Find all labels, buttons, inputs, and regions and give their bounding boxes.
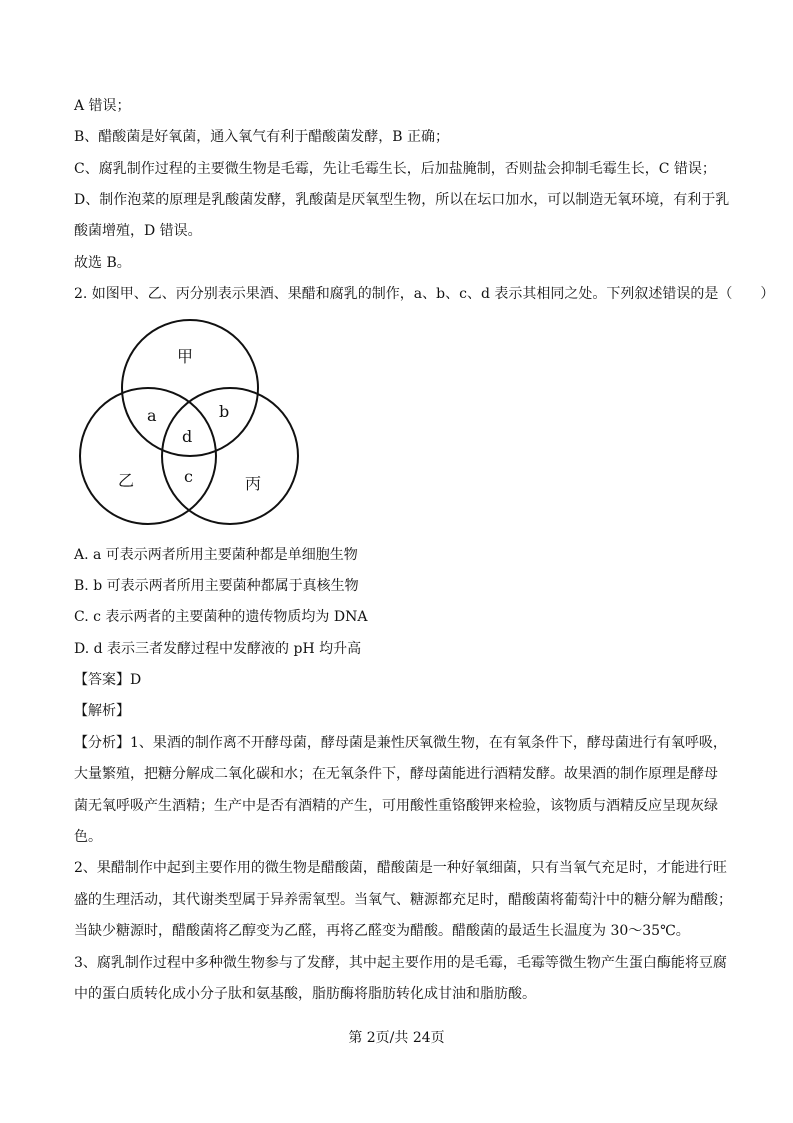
label-b: b — [219, 402, 230, 421]
analysis-line: 菌无氧呼吸产生酒精；生产中是否有酒精的产生，可用酸性重铬酸钾来检验，该物质与酒精反应呈现灰绿 — [74, 798, 718, 814]
text-line: 酸菌增殖，D 错误。 — [74, 223, 202, 239]
option-b: B. b 可表示两者所用主要菌种都属于真核生物 — [74, 578, 359, 594]
page-footer: 第 2页/共 24页 — [348, 1030, 445, 1046]
label-d: d — [182, 427, 193, 446]
analysis-line: 2、果醋制作中起到主要作用的微生物是醋酸菌，醋酸菌是一种好氧细菌，只有当氧气充足时，才能进行旺 — [74, 860, 727, 876]
label-bing: 丙 — [245, 474, 262, 493]
analysis-line: 色。 — [74, 829, 102, 845]
label-yi: 乙 — [118, 471, 135, 490]
analysis-line: 中的蛋白质转化成小分子肽和氨基酸，脂肪酶将脂肪转化成甘油和脂肪酸。 — [74, 986, 536, 1002]
text-line: 故选 B。 — [74, 255, 131, 271]
analysis-line: 大量繁殖，把糖分解成二氧化碳和水；在无氧条件下，酵母菌能进行酒精发酵。故果酒的制作原理是酵母 — [74, 766, 718, 782]
text-line: A 错误； — [74, 98, 131, 114]
answer: 【答案】D — [74, 672, 142, 688]
label-jia: 甲 — [177, 347, 194, 366]
venn-diagram — [74, 318, 309, 530]
option-d: D. d 表示三者发酵过程中发酵液的 pH 均升高 — [74, 641, 362, 657]
question-stem: 2. 如图甲、乙、丙分别表示果酒、果醋和腐乳的制作，a、b、c、d 表示其相同之处。下列叙述错误的是（ ） — [74, 286, 775, 302]
option-a: A. a 可表示两者所用主要菌种都是单细胞生物 — [74, 547, 358, 563]
analysis-line: 【分析】1、果酒的制作离不开酵母菌，酵母菌是兼性厌氧微生物，在有氧条件下，酵母菌进行有氧呼吸， — [74, 735, 727, 751]
analysis-line: 盛的生理活动，其代谢类型属于异养需氧型。当氧气、糖源都充足时，醋酸菌将葡萄汁中的糖分解为醋酸； — [74, 892, 732, 908]
analysis-line: 3、腐乳制作过程中多种微生物参与了发酵，其中起主要作用的是毛霉，毛霉等微生物产生蛋白酶能将豆腐 — [74, 955, 727, 971]
option-c: C. c 表示两者的主要菌种的遗传物质均为 DNA — [74, 609, 368, 625]
text-line: C、腐乳制作过程的主要微生物是毛霉，先让毛霉生长，后加盐腌制，否则盐会抑制毛霉生长，C 错误； — [74, 161, 716, 177]
text-line: B、醋酸菌是好氧菌，通入氧气有利于醋酸菌发酵，B 正确； — [74, 129, 450, 145]
text-line: D、制作泡菜的原理是乳酸菌发酵，乳酸菌是厌氧型生物，所以在坛口加水，可以制造无氧环境，有利于乳 — [74, 192, 730, 208]
analysis-line: 当缺少糖源时，醋酸菌将乙醇变为乙醛，再将乙醛变为醋酸。醋酸菌的最适生长温度为 30～35℃。 — [74, 923, 690, 939]
analysis-label: 【解析】 — [74, 703, 130, 719]
label-a: a — [147, 406, 157, 425]
label-c: c — [184, 467, 193, 486]
